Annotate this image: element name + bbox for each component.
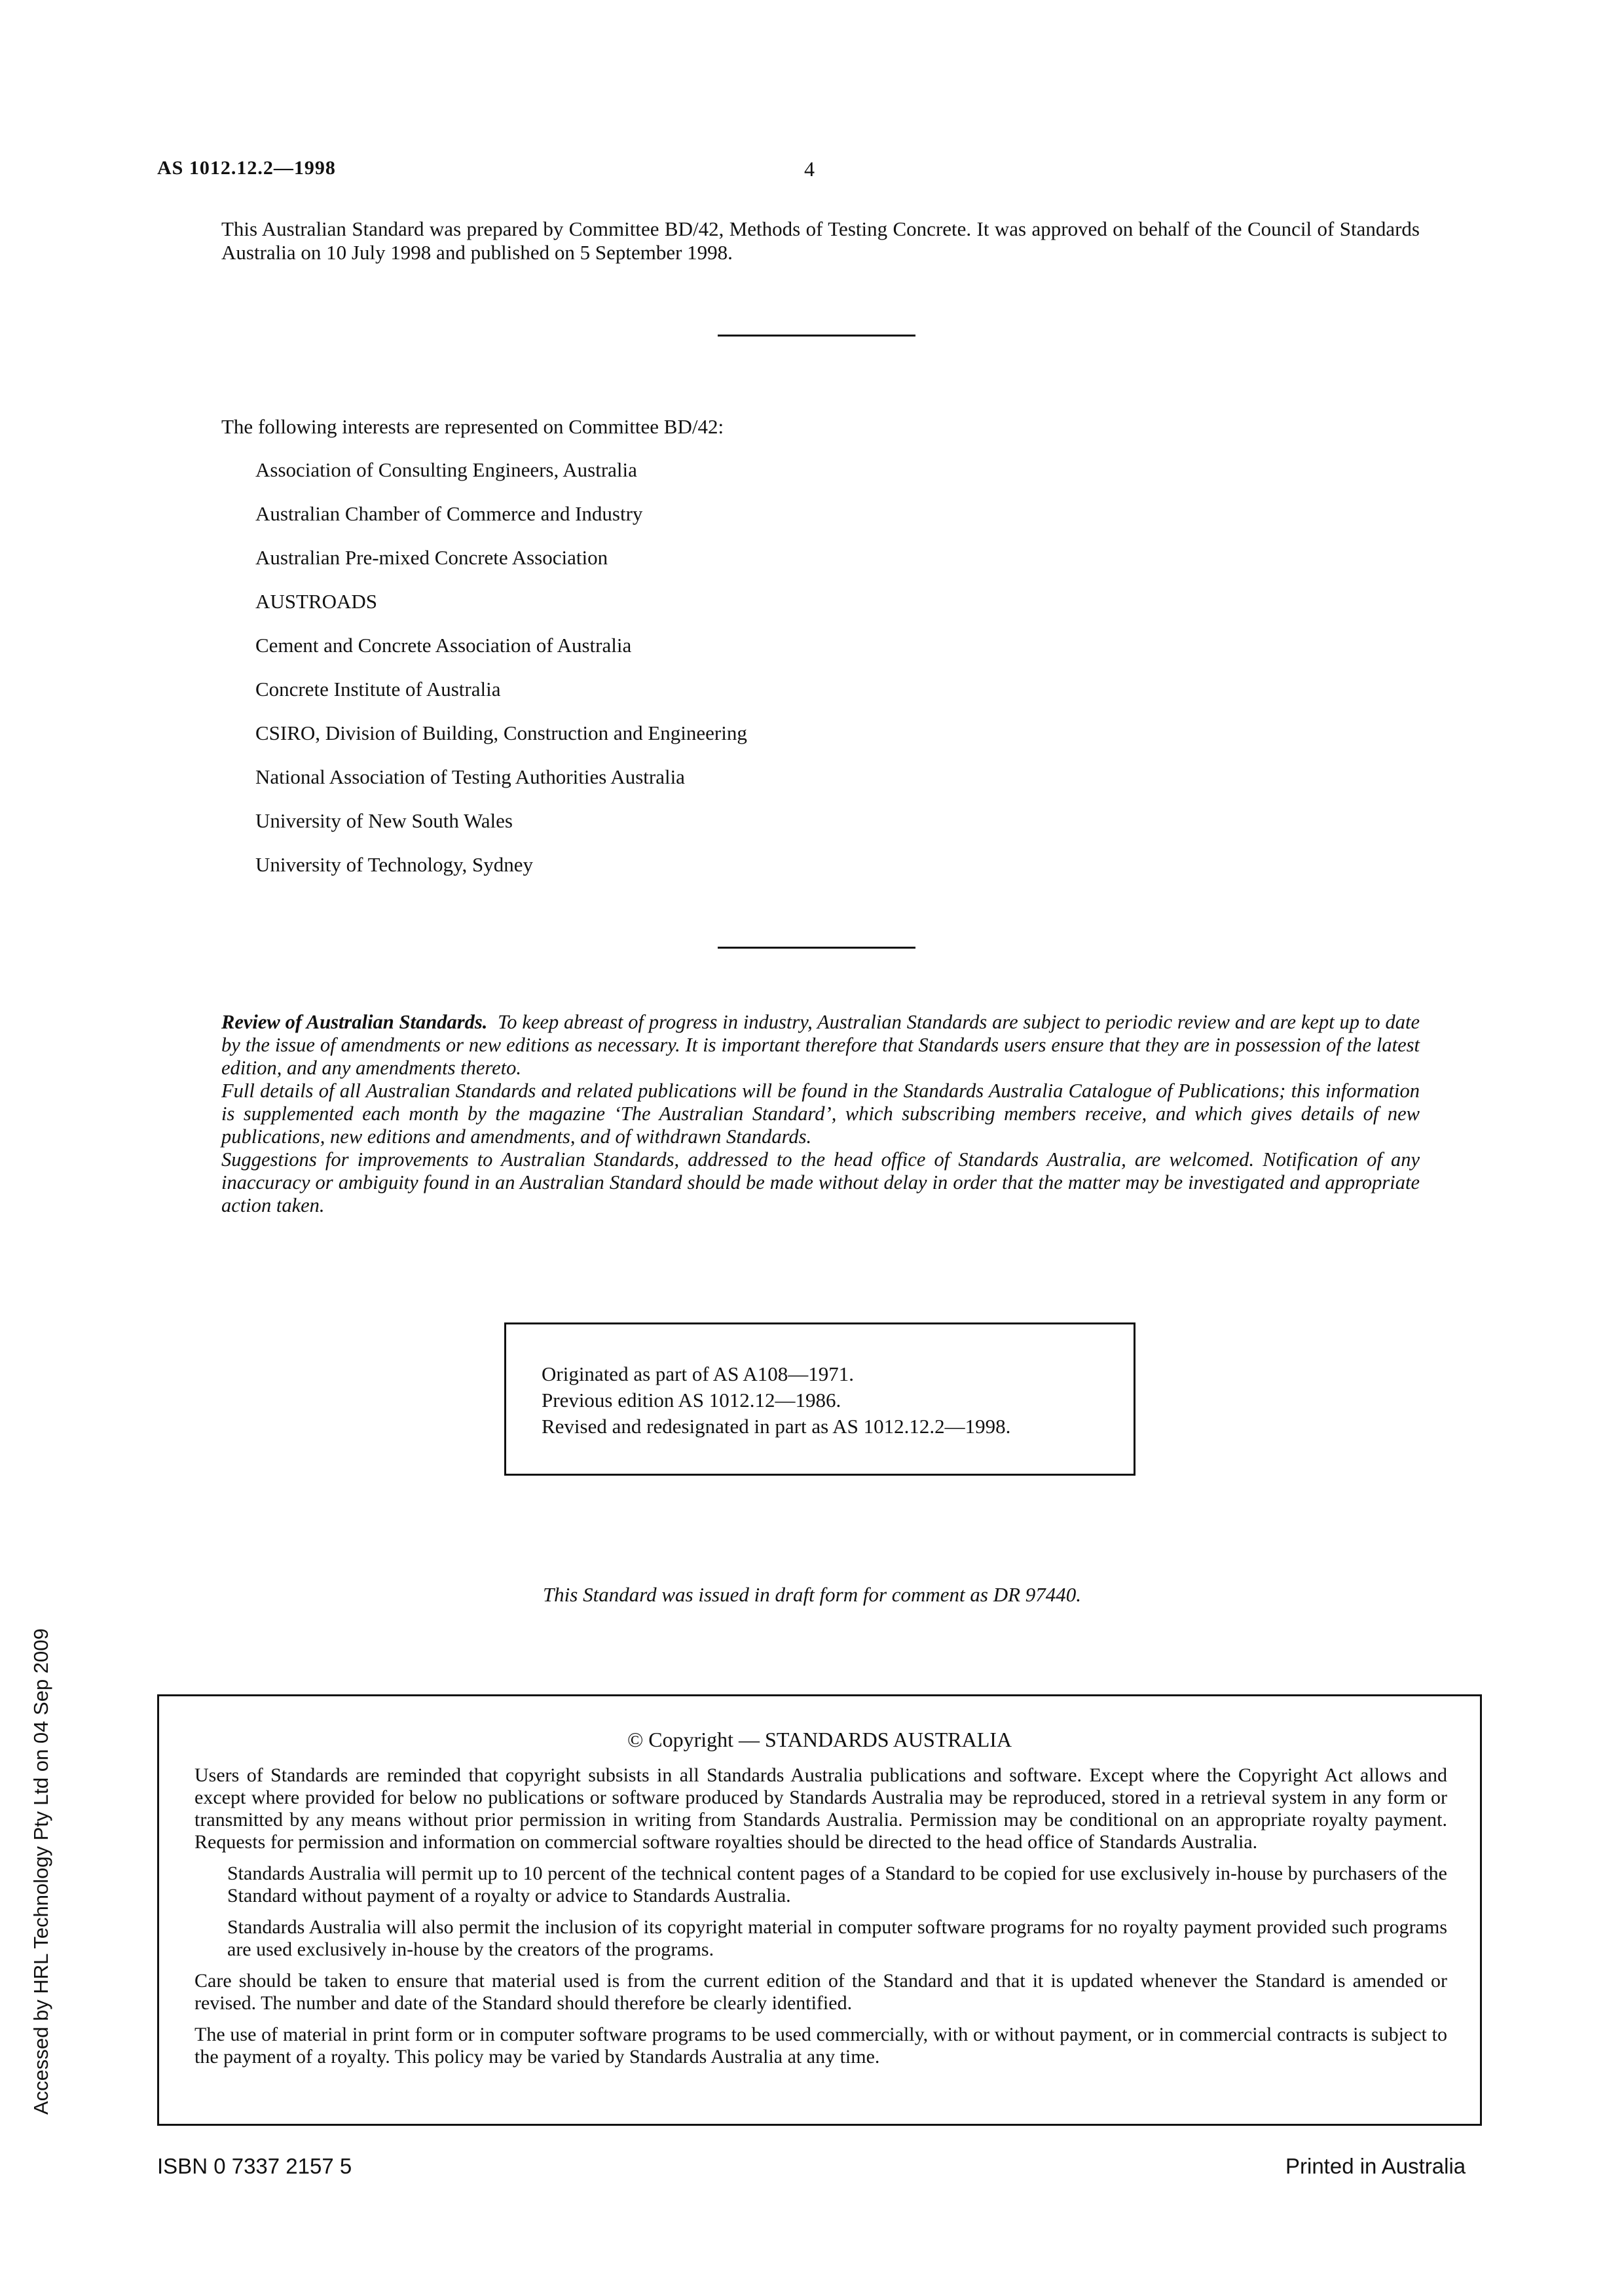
- history-line: Originated as part of AS A108—1971.: [542, 1362, 855, 1385]
- committee-interests-list: [255, 458, 747, 897]
- copyright-box: [157, 1694, 1482, 2126]
- copyright-paragraph: Users of Standards are reminded that copyright subsists in all Standards Australia publications and software. Except where the Copyright Act allows and except where provided for below no publications or software produced by Standards Australia may be reproduced, stored in a retrieval system in any form or transmitted by any means without prior permission in writing from Standards Australia. Permission may be conditional on an appropriate royalty payment. Requests for permission and information on commercial software royalties should be directed to the head office of Standards Australia.: [194, 1764, 1447, 1853]
- list-item: Cement and Concrete Association of Australia: [255, 634, 632, 657]
- list-item: University of New South Wales: [255, 809, 513, 832]
- standard-number: AS 1012.12.2—1998: [157, 157, 336, 179]
- committee-interests-lead: The following interests are represented on Committee BD/42:: [221, 415, 724, 438]
- list-item: AUSTROADS: [255, 590, 378, 613]
- list-item: Australian Chamber of Commerce and Industry: [255, 502, 643, 525]
- copyright-paragraph: Standards Australia will permit up to 10 percent of the technical content pages of a Standard to be copied for use exclusively in-house by purchasers of the Standard without payment of a royalty or advice to Standards Australia.: [227, 1863, 1447, 1906]
- divider-rule: [718, 335, 915, 337]
- review-paragraph: To keep abreast of progress in industry, Australian Standards are subject to periodic review and are kept up to date by the issue of amendments or new editions as necessary. It is important therefore that Standards users ensure that they are in possession of the latest edition, and any amendments thereto.: [221, 1011, 1420, 1079]
- draft-note: This Standard was issued in draft form for comment as DR 97440.: [542, 1583, 1082, 1606]
- printed-in: Printed in Australia: [1285, 2154, 1466, 2178]
- divider-rule: [718, 947, 915, 949]
- list-item: Australian Pre-mixed Concrete Association: [255, 546, 608, 569]
- history-line: Previous edition AS 1012.12—1986.: [542, 1389, 841, 1412]
- copyright-paragraph: The use of material in print form or in computer software programs to be used commercially, with or without payment, or in commercial contracts is subject to the payment of a royalty. This policy may be varied by Standards Australia at any time.: [194, 2024, 1447, 2068]
- isbn: ISBN 0 7337 2157 5: [157, 2154, 352, 2178]
- page-number: 4: [804, 157, 815, 181]
- review-heading: Review of Australian Standards.: [221, 1011, 488, 1033]
- list-item: University of Technology, Sydney: [255, 853, 534, 876]
- preparation-statement: This Australian Standard was prepared by Committee BD/42, Methods of Testing Concrete. It was approved on behalf of the Council of Standards Australia on 10 July 1998 and published on 5 September 1998.: [221, 217, 1420, 264]
- list-item: CSIRO, Division of Building, Construction and Engineering: [255, 721, 747, 744]
- history-line: Revised and redesignated in part as AS 1012.12.2—1998.: [542, 1415, 1011, 1438]
- review-paragraph: Suggestions for improvements to Australian Standards, addressed to the head office of Standards Australia, are welcomed. Notification of any inaccuracy or ambiguity found in an Australian Standard should be made without delay in order that the matter may be investigated and appropriate action taken.: [221, 1148, 1420, 1216]
- access-stamp: Accessed by HRL Technology Pty Ltd on 04 Sep 2009: [29, 1628, 52, 2115]
- copyright-paragraph: Care should be taken to ensure that material used is from the current edition of the Standard and that it is updated whenever the Standard is amended or revised. The number and date of the Standard should therefore be clearly identified.: [194, 1970, 1447, 2014]
- edition-history-box: [504, 1322, 1135, 1476]
- list-item: Association of Consulting Engineers, Australia: [255, 458, 637, 481]
- copyright-title: © Copyright — STANDARDS AUSTRALIA: [627, 1728, 1012, 1751]
- list-item: Concrete Institute of Australia: [255, 678, 501, 701]
- copyright-paragraph: Standards Australia will also permit the inclusion of its copyright material in computer software programs for no royalty payment provided such programs are used exclusively in-house by the creators of the programs.: [227, 1916, 1447, 1960]
- review-notice: [221, 1011, 1420, 1217]
- review-paragraph: Full details of all Australian Standards and related publications will be found in the Standards Australia Catalogue of Publications; this information is supplemented each month by the magazine ‘The Australian Standard’, which subscribing members receive, and which gives details of new publications, new editions and amendments, and of withdrawn Standards.: [221, 1080, 1420, 1148]
- list-item: National Association of Testing Authorities Australia: [255, 765, 685, 788]
- copyright-body: [194, 1764, 1447, 2077]
